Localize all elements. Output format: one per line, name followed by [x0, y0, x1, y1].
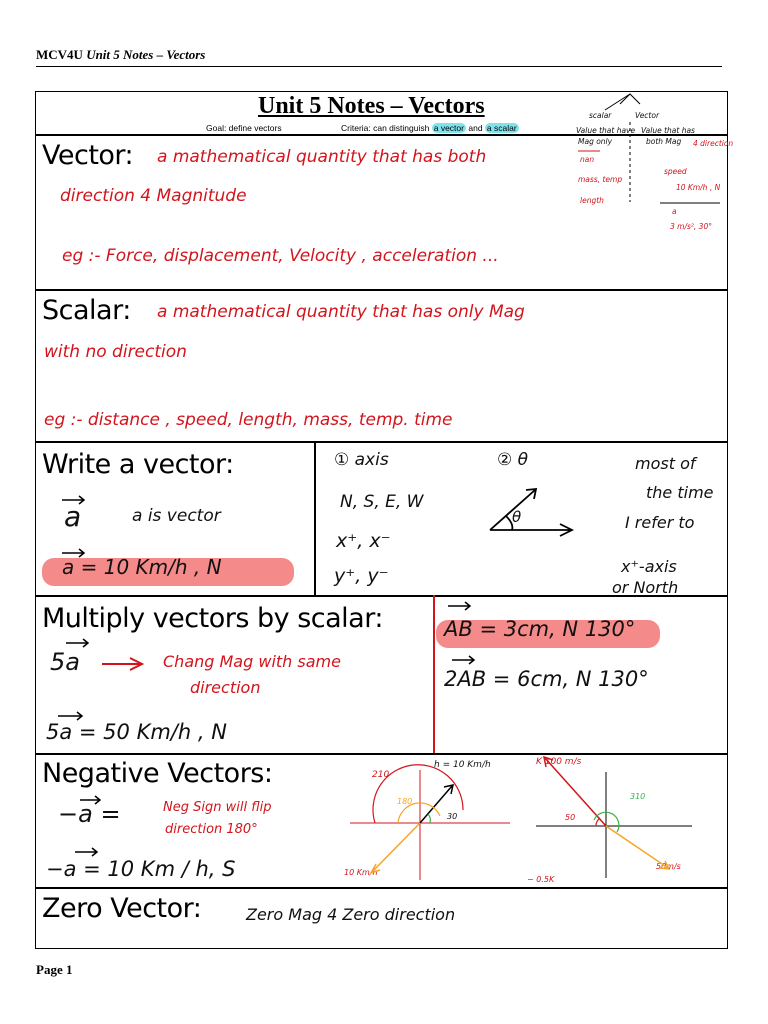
margin-bracket-icon: [578, 94, 720, 203]
y-axis-signs: y⁺, y⁻: [334, 565, 389, 587]
course-code: MCV4U: [36, 47, 83, 62]
five-a-symbol: 5a: [50, 648, 80, 676]
criteria-text: Criteria: can distinguish a vector and a scalar: [341, 123, 517, 133]
angle-theta-label: θ: [512, 508, 522, 526]
vector-definition-line1: a mathematical quantity that has both: [157, 147, 487, 167]
section-negative-label: Negative Vectors:: [42, 758, 273, 789]
section-zero-label: Zero Vector:: [42, 893, 202, 924]
theta-heading: ② θ: [497, 450, 529, 470]
page-number: Page 1: [36, 962, 73, 977]
scalar-definition-line2: with no direction: [44, 342, 187, 362]
vector-2ab: 2AB = 6cm, N 130°: [444, 667, 649, 691]
negative-vector-diagram-2: [536, 757, 692, 878]
vector-a-symbol: a: [64, 500, 82, 533]
zero-vector-note: Zero Mag 4 Zero direction: [246, 905, 456, 924]
neg-a-example: −a = 10 Km / h, S: [46, 857, 236, 881]
margin-vector-label: Vector: [635, 111, 660, 120]
page-title: Unit 5 Notes – Vectors: [258, 93, 485, 119]
negative-vector-diagram-1: [350, 765, 510, 880]
section-write-label: Write a vector:: [42, 449, 234, 480]
a-is-vector: a is vector: [132, 506, 221, 526]
angle-diagram-icon: [490, 489, 572, 536]
vector-ab: AB = 3cm, N 130°: [444, 617, 636, 641]
compass-directions: N, S, E, W: [340, 492, 424, 512]
section-multiply-label: Multiply vectors by scalar:: [42, 603, 383, 634]
highlight-vector: a vector: [433, 123, 464, 133]
neg-a-symbol: −a =: [58, 800, 121, 828]
vector-a-example: a = 10 Km/h , N: [62, 555, 222, 579]
header-unit: Unit 5 Notes – Vectors: [86, 47, 206, 62]
section-scalar-label: Scalar:: [42, 295, 131, 326]
margin-scalar-label: scalar: [589, 111, 612, 120]
vector-definition-line2: direction 4 Magnitude: [60, 186, 247, 206]
arrow-right-icon: [102, 658, 142, 670]
axis-heading: ① axis: [334, 450, 389, 470]
vector-examples: eg :- Force, displacement, Velocity , acceleration ...: [62, 246, 499, 266]
highlight-scalar: a scalar: [486, 123, 517, 133]
five-a-example: 5a = 50 Km/h , N: [46, 720, 227, 744]
vector-overline-arrows: [58, 496, 474, 856]
scalar-definition-line1: a mathematical quantity that has only Mag: [157, 302, 525, 322]
scalar-examples: eg :- distance , speed, length, mass, temp. time: [44, 410, 453, 430]
section-vector-label: Vector:: [42, 140, 134, 171]
goal-text: Goal: define vectors: [206, 123, 282, 133]
x-axis-signs: x⁺, x⁻: [336, 530, 391, 552]
